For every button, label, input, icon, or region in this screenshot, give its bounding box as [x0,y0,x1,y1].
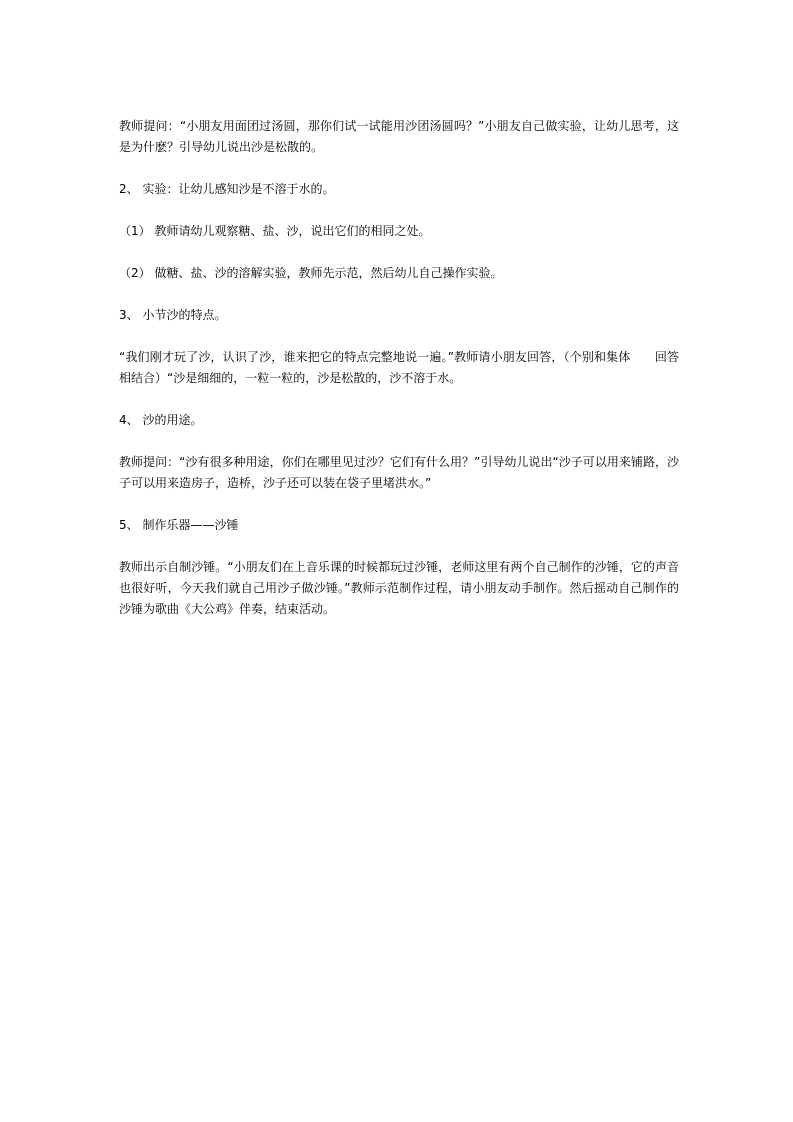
paragraph-step-2-1: （1） 教师请幼儿观察糖、盐、沙，说出它们的相同之处。 [119,224,431,238]
heading-step-5-instrument: 5、 制作乐器——沙锤 [119,518,239,532]
paragraph-sand-uses: 教师提问：“沙有很多种用途，你们在哪里见过沙？它们有什么用？”引导幼儿说出“沙子可以用来铺路，沙子可以用来造房子，造桥，沙子还可以装在袋子里堵洪水。” [119,455,679,490]
paragraph-step-2-2: （2） 做糖、盐、沙的溶解实验，教师先示范，然后幼儿自己操作实验。 [119,266,503,280]
paragraph-teacher-question-tangyuan: 教师提问：“小朋友用面团过汤圆，那你们试一试能用沙团汤圆吗？”小朋友自己做实验，让幼儿思考，这是为什麽？引导幼儿说出沙是松散的。 [119,119,679,154]
heading-step-4-uses: 4、 沙的用途。 [119,413,203,427]
document-body [119,116,679,641]
heading-step-3-summary: 3、 小节沙的特点。 [119,308,227,322]
paragraph-sand-characteristics: “我们刚才玩了沙，认识了沙，谁来把它的特点完整地说一遍。”教师请小朋友回答，（个别和集体 回答相结合）“沙是细细的，一粒一粒的，沙是松散的，沙不溶于水。 [119,350,679,385]
paragraph-make-sand-hammer: 教师出示自制沙锤。“小朋友们在上音乐课的时候都玩过沙锤，老师这里有两个自己制作的沙锤，它的声音也很好听，今天我们就自己用沙子做沙锤。”教师示范制作过程，请小朋友动手制作。然后摇动自己制作的沙锤为歌曲《大公鸡》伴奏，结束活动。 [119,560,679,616]
heading-step-2-experiment: 2、 实验：让幼儿感知沙是不溶于水的。 [119,182,335,196]
